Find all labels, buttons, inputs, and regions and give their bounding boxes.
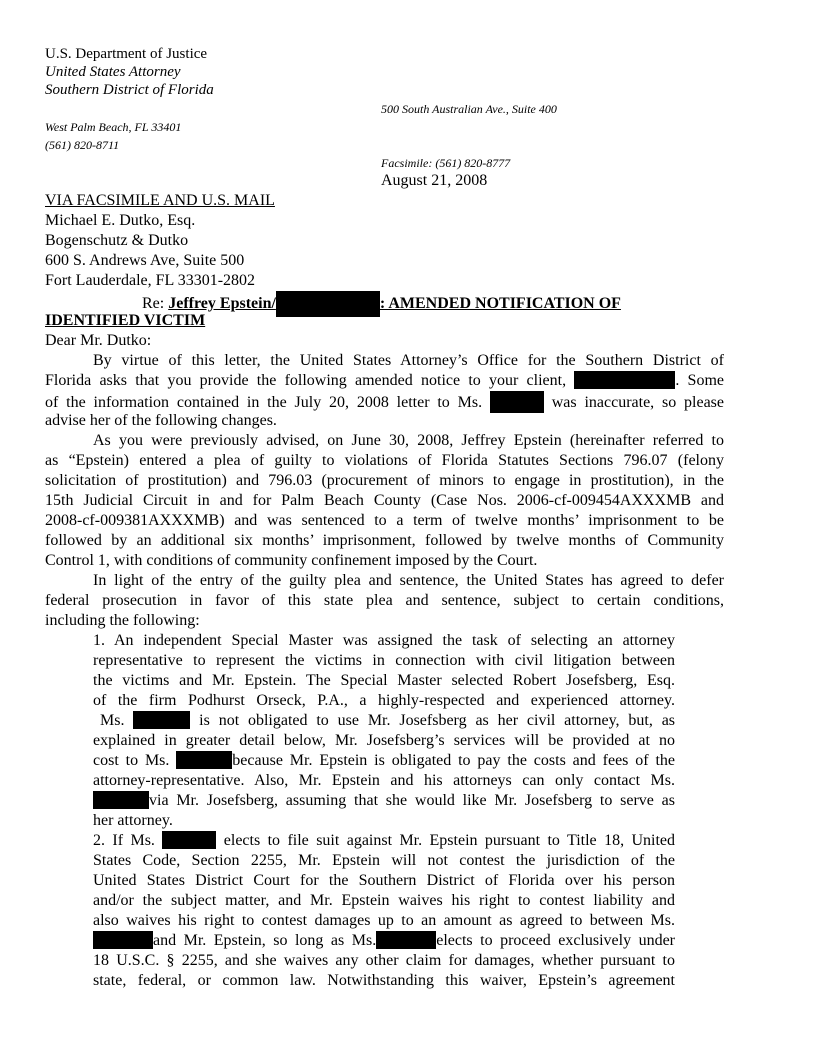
paragraph-2: [45, 431, 724, 571]
text-span: and Mr. Epstein, so long as Ms.: [153, 932, 377, 949]
list-line: [93, 931, 675, 951]
text-span: is not obligated to use Mr. Josefsberg as her civil attorney, but, as: [199, 712, 676, 729]
paragraph-line: federal prosecution in favor of this state plea and sentence, subject to certain conditions,: [45, 592, 724, 609]
paragraph-line: By virtue of this letter, the United States Attorney’s Office for the Southern District of: [93, 352, 724, 369]
recipient-address-2: Fort Lauderdale, FL 33301-2802: [45, 272, 256, 289]
re-subject-title: : AMENDED NOTIFICATION OF: [379, 295, 621, 312]
text-span: elects to proceed exclusively under: [436, 932, 676, 949]
list-line: [93, 711, 675, 731]
letter-date: August 21, 2008: [381, 172, 488, 189]
paragraph-line: In light of the entry of the guilty plea and sentence, the United States has agreed to defer: [93, 572, 724, 589]
list-item-2: [93, 831, 675, 991]
list-line: 1. An independent Special Master was assigned the task of selecting an attorney: [93, 632, 675, 649]
list-line: United States District Court for the Southern District of Florida over his person: [93, 872, 675, 889]
list-line: States Code, Section 2255, Mr. Epstein will not contest the jurisdiction of the: [93, 852, 675, 869]
redaction-block: [276, 291, 380, 317]
paragraph-line: including the following:: [45, 612, 200, 629]
text-span: because Mr. Epstein is obligated to pay the costs and fees of the: [232, 752, 676, 769]
paragraph-line: 15th Judicial Circuit in and for Palm Beach County (Case Nos. 2006-cf-009454AXXXMB and: [45, 492, 724, 509]
redaction-block: [133, 711, 190, 729]
redaction-block: [93, 931, 153, 949]
list-line: of the firm Podhurst Orseck, P.A., a highly-respected and experienced attorney.: [93, 692, 675, 709]
fax-number: Facsimile: (561) 820-8777: [381, 156, 511, 170]
redaction-block: [93, 791, 149, 809]
re-subject-title-cont: IDENTIFIED VICTIM: [45, 312, 206, 329]
list-line: representative to represent the victims in connection with civil litigation between: [93, 652, 675, 669]
street-address: 500 South Australian Ave., Suite 400: [381, 102, 557, 116]
paragraph-1: [45, 351, 724, 431]
text-span: 2. If Ms.: [93, 832, 155, 849]
district-name: Southern District of Florida: [45, 82, 214, 98]
recipient-firm: Bogenschutz & Dutko: [45, 232, 189, 249]
paragraph-line: followed by an additional six months’ imprisonment, followed by twelve months of Community: [45, 532, 724, 549]
city-address: West Palm Beach, FL 33401: [45, 120, 182, 134]
text-span: Florida asks that you provide the following amended notice to your client,: [45, 372, 567, 389]
recipient-address-1: 600 S. Andrews Ave, Suite 500: [45, 252, 245, 269]
list-line: [93, 751, 675, 771]
redaction-block: [490, 391, 544, 413]
department-name: U.S. Department of Justice: [45, 46, 208, 62]
paragraph-line: solicitation of prostitution) and 796.03 (procurement of minors to engage in prostitution), in the: [45, 472, 724, 489]
paragraph-line: As you were previously advised, on June 30, 2008, Jeffrey Epstein (hereinafter referred to: [93, 432, 724, 449]
list-line: state, federal, or common law. Notwithstanding this waiver, Epstein’s agreement: [93, 972, 675, 989]
redaction-block: [574, 371, 675, 389]
list-line: also waives his right to contest damages up to an amount as agreed to between Ms.: [93, 912, 675, 929]
office-name: United States Attorney: [45, 64, 181, 80]
recipient-name: Michael E. Dutko, Esq.: [45, 212, 196, 229]
list-line: the victims and Mr. Epstein. The Special Master selected Robert Josefsberg, Esq.: [93, 672, 675, 689]
redaction-block: [176, 751, 232, 769]
phone-number: (561) 820-8711: [45, 138, 120, 152]
text-span: cost to Ms.: [93, 752, 170, 769]
redaction-block: [376, 931, 436, 949]
paragraph-3: [45, 571, 724, 631]
text-span: was inaccurate, so please: [551, 394, 725, 411]
list-line: and/or the subject matter, and Mr. Epstein waives his right to contest liability and: [93, 892, 675, 909]
list-line: [93, 791, 675, 811]
paragraph-line: 2008-cf-009381AXXXMB) and was sentenced to a term of twelve months’ imprisonment to be: [45, 512, 724, 529]
list-line: attorney-representative. Also, Mr. Epstein and his attorneys can only contact Ms.: [93, 772, 675, 789]
text-span: . Some: [675, 372, 725, 389]
delivery-method: VIA FACSIMILE AND U.S. MAIL: [45, 192, 275, 209]
re-prefix: Re:: [142, 295, 169, 312]
list-line: explained in greater detail below, Mr. Josefsberg’s services will be provided at no: [93, 732, 675, 749]
list-line: 18 U.S.C. § 2255, and she waives any other claim for damages, whether pursuant to: [93, 952, 675, 969]
paragraph-line: Control 1, with conditions of community confinement imposed by the Court.: [45, 552, 538, 569]
paragraph-line: [45, 391, 724, 411]
list-line: her attorney.: [93, 812, 173, 829]
paragraph-line: as “Epstein) entered a plea of guilty to violations of Florida Statutes Sections 796.07 (felony: [45, 452, 724, 469]
redaction-block: [162, 831, 216, 849]
paragraph-line: [45, 371, 724, 391]
text-span: Ms.: [100, 712, 125, 729]
text-span: elects to file suit against Mr. Epstein pursuant to Title 18, United: [223, 832, 676, 849]
list-line: [93, 831, 675, 851]
list-item-1: [93, 631, 675, 831]
re-line: [142, 291, 621, 317]
text-span: of the information contained in the July 20, 2008 letter to Ms.: [45, 394, 483, 411]
re-subject-name: Jeffrey Epstein/: [168, 295, 276, 312]
salutation: Dear Mr. Dutko:: [45, 332, 152, 349]
text-span: via Mr. Josefsberg, assuming that she would like Mr. Josefsberg to serve as: [149, 792, 675, 809]
paragraph-line: advise her of the following changes.: [45, 412, 277, 429]
